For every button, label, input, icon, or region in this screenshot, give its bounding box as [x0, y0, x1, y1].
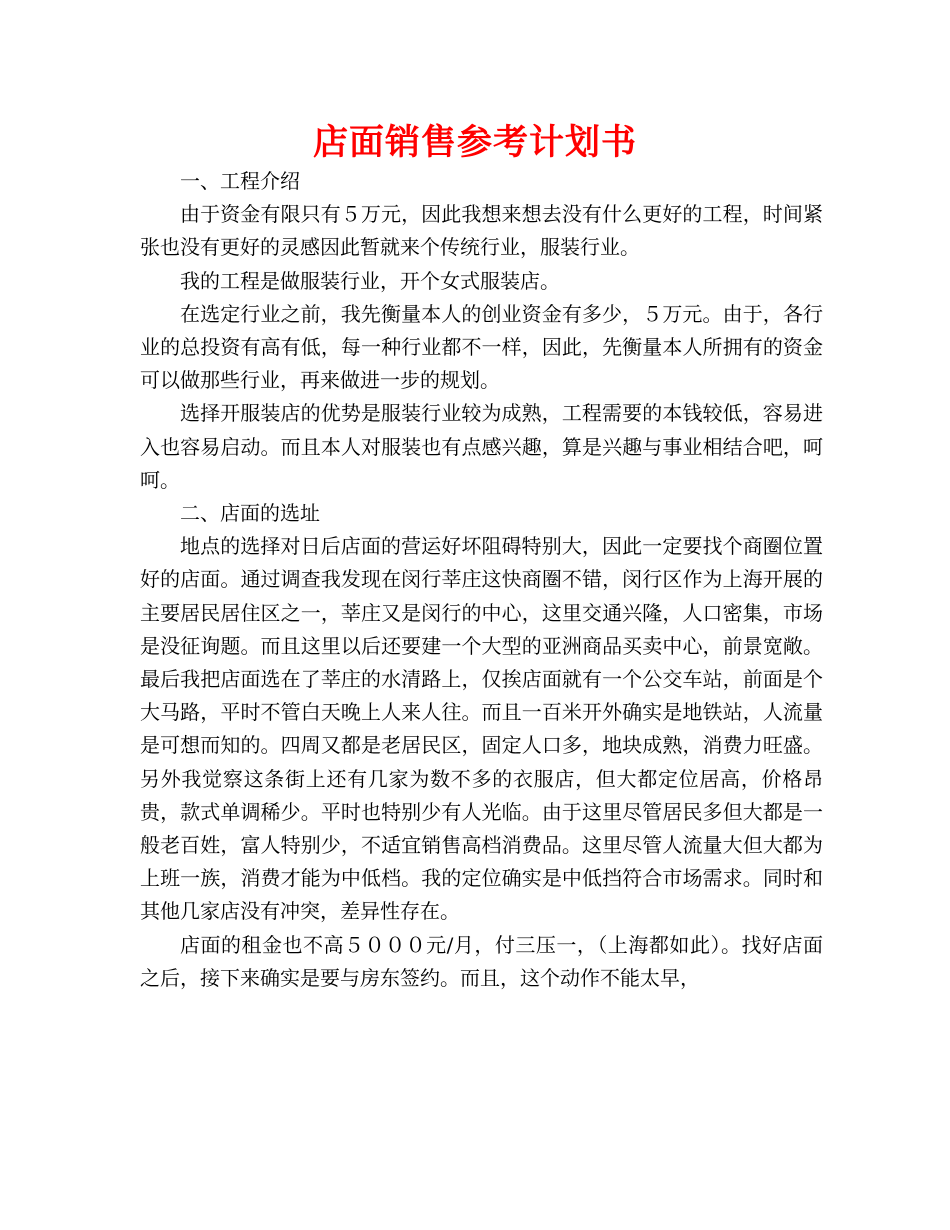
section-heading-project-intro: 一、工程介绍 [180, 169, 300, 193]
paragraph: 在选定行业之前，我先衡量本人的创业资金有多少，５万元。由于，各行业的总投资有高有低，每一种行业都不一样，因此，先衡量本人所拥有的资金可以做那些行业，再来做进一步的规划。 [140, 301, 823, 393]
paragraph: 店面的租金也不高５０００元/月，付三压一，（上海都如此）。找好店面之后，接下来确实是要与房东签约。而且，这个动作不能太早， [140, 932, 823, 990]
document-title: 店面销售参考计划书 [312, 123, 637, 163]
paragraph: 地点的选择对日后店面的营运好坏阻碍特别大，因此一定要找个商圈位置好的店面。通过调查我发现在闵行莘庄这快商圈不错，闵行区作为上海开展的主要居民居住区之一，莘庄又是闵行的中心，这里交通兴隆，人口密集，市场是没征询题。而且这里以后还要建一个大型的亚洲商品买卖中心，前景宽敞。最后我把店面选在了莘庄的水清路上，仅挨店面就有一个公交车站，前面是个大马路，平时不管白天晚上人来人往。而且一百米开外确实是地铁站，人流量是可想而知的。四周又都是老居民区，固定人口多，地块成熟，消费力旺盛。另外我觉察这条街上还有几家为数不多的衣服店，但大都定位居高，价格昂贵，款式单调稀少。平时也特别少有人光临。由于这里尽管居民多但大都是一般老百姓，富人特别少，不适宜销售高档消费品。这里尽管人流量大但大都为上班一族，消费才能为中低档。我的定位确实是中低挡符合市场需求。同时和其他几家店没有冲突，差异性存在。 [140, 534, 823, 924]
paragraph: 选择开服装店的优势是服装行业较为成熟，工程需要的本钱较低，容易进入也容易启动。而且本人对服装也有点感兴趣，算是兴趣与事业相结合吧，呵呵。 [140, 401, 823, 492]
document-body [140, 165, 823, 995]
paragraph: 由于资金有限只有５万元，因此我想来想去没有什么更好的工程，时间紧张也没有更好的灵感因此暂就来个传统行业，服装行业。 [140, 202, 823, 260]
section-heading-store-location: 二、店面的选址 [180, 501, 320, 526]
paragraph: 我的工程是做服装行业，开个女式服装店。 [180, 268, 560, 293]
